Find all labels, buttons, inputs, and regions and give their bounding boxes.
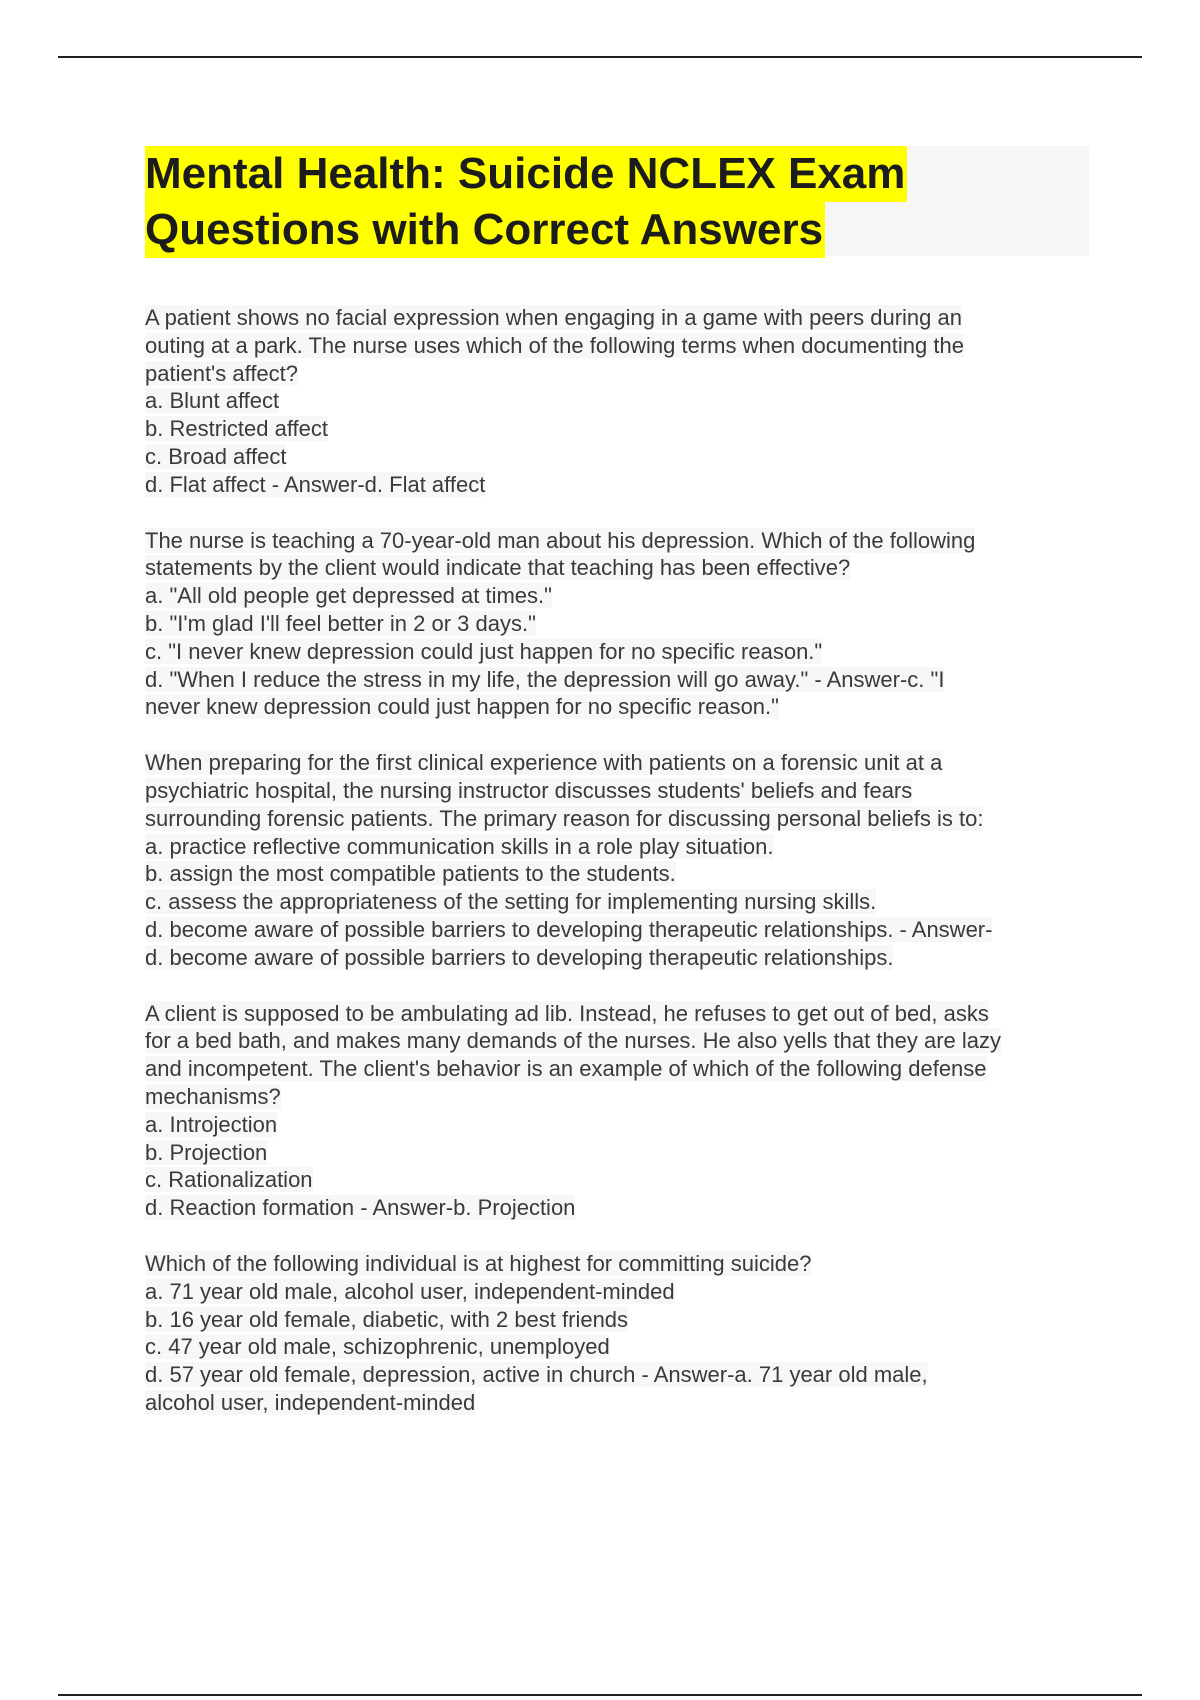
question-line-text: d. "When I reduce the stress in my life, the depression will go away." - Answer-c. "I — [145, 666, 945, 692]
question-line-text: b. 16 year old female, diabetic, with 2 best friends — [145, 1306, 629, 1332]
question-line — [145, 360, 1095, 388]
question-line-text: c. assess the appropriateness of the setting for implementing nursing skills. — [145, 889, 877, 915]
question-line-text: a. Introjection — [145, 1111, 278, 1137]
question-line-text: b. Projection — [145, 1139, 268, 1165]
question-line-text: alcohol user, independent-minded — [145, 1389, 476, 1415]
question-line — [145, 582, 1095, 610]
question-line — [145, 944, 1095, 972]
question-line-text: c. Broad affect — [145, 443, 287, 469]
question-line-text: d. 57 year old female, depression, active in church - Answer-a. 71 year old male, — [145, 1362, 928, 1388]
question-line — [145, 1027, 1095, 1055]
question-line — [145, 666, 1095, 694]
question-line — [145, 471, 1095, 499]
question-line-text: a. 71 year old male, alcohol user, independent-minded — [145, 1278, 675, 1304]
question-line-text: statements by the client would indicate that teaching has been effective? — [145, 555, 851, 581]
question-line — [145, 1055, 1095, 1083]
question-line-text: c. "I never knew depression could just happen for no specific reason." — [145, 638, 823, 664]
question-block — [145, 1250, 1095, 1417]
question-line-text: The nurse is teaching a 70-year-old man about his depression. Which of the following — [145, 527, 976, 553]
question-line — [145, 1333, 1095, 1361]
question-line — [145, 916, 1095, 944]
question-line — [145, 1361, 1095, 1389]
question-line-text: a. "All old people get depressed at times." — [145, 583, 552, 609]
question-text-line — [145, 749, 1095, 777]
question-line-text: b. assign the most compatible patients to the students. — [145, 861, 676, 887]
question-line-text: Which of the following individual is at highest for committing suicide? — [145, 1250, 812, 1276]
question-line — [145, 693, 1095, 721]
top-rule — [58, 56, 1142, 58]
question-line — [145, 860, 1095, 888]
question-line-text: outing at a park. The nurse uses which of the following terms when documenting the — [145, 332, 964, 358]
question-line-text: mechanisms? — [145, 1083, 281, 1109]
question-line-text: c. Rationalization — [145, 1167, 313, 1193]
question-line — [145, 833, 1095, 861]
question-line — [145, 1139, 1095, 1167]
question-block — [145, 304, 1095, 499]
question-text-line — [145, 527, 1095, 555]
question-line — [145, 332, 1095, 360]
question-line — [145, 1278, 1095, 1306]
question-line-text: psychiatric hospital, the nursing instructor discusses students' beliefs and fears — [145, 777, 913, 803]
question-line — [145, 415, 1095, 443]
question-line — [145, 805, 1095, 833]
question-list — [145, 304, 1095, 1445]
question-line — [145, 888, 1095, 916]
question-line-text: d. Reaction formation - Answer-b. Projection — [145, 1195, 576, 1221]
question-line-text: surrounding forensic patients. The primary reason for discussing personal beliefs is to: — [145, 805, 984, 831]
question-line-text: a. practice reflective communication skills in a role play situation. — [145, 833, 774, 859]
question-line-text: A patient shows no facial expression when engaging in a game with peers during an — [145, 305, 962, 330]
question-line-text: b. Restricted affect — [145, 416, 329, 442]
question-line — [145, 1389, 1095, 1417]
question-line-text: patient's affect? — [145, 360, 299, 386]
question-line-text: c. 47 year old male, schizophrenic, unemployed — [145, 1334, 610, 1360]
question-line — [145, 1194, 1095, 1222]
page-title-line-2: Questions with Correct Answers — [145, 202, 825, 258]
question-line-text: and incompetent. The client's behavior is an example of which of the following defense — [145, 1056, 987, 1082]
page-title-line-1: Mental Health: Suicide NCLEX Exam — [145, 146, 907, 202]
question-line-text: a. Blunt affect — [145, 388, 280, 414]
question-text-line — [145, 304, 1095, 332]
question-block — [145, 527, 1095, 722]
question-line — [145, 387, 1095, 415]
question-line — [145, 1111, 1095, 1139]
question-line-text: b. "I'm glad I'll feel better in 2 or 3 days." — [145, 610, 536, 636]
bottom-rule — [58, 1694, 1142, 1696]
question-line — [145, 1166, 1095, 1194]
question-block — [145, 1000, 1095, 1222]
question-text-line — [145, 1000, 1095, 1028]
question-line-text: d. Flat affect - Answer-d. Flat affect — [145, 471, 486, 497]
question-line — [145, 1083, 1095, 1111]
question-line-text: d. become aware of possible barriers to developing therapeutic relationships. - Answer- — [145, 916, 993, 942]
question-line — [145, 777, 1095, 805]
question-line — [145, 443, 1095, 471]
question-line-text: for a bed bath, and makes many demands of the nurses. He also yells that they are lazy — [145, 1028, 1002, 1054]
question-line — [145, 554, 1095, 582]
question-line-text: When preparing for the first clinical experience with patients on a forensic unit at a — [145, 750, 943, 776]
question-line-text: never knew depression could just happen for no specific reason." — [145, 694, 779, 720]
question-text-line — [145, 1250, 1095, 1278]
question-line — [145, 638, 1095, 666]
question-line-text: A client is supposed to be ambulating ad lib. Instead, he refuses to get out of bed, asks — [145, 1000, 989, 1026]
question-block — [145, 749, 1095, 971]
question-line — [145, 610, 1095, 638]
question-line — [145, 1306, 1095, 1334]
question-line-text: d. become aware of possible barriers to developing therapeutic relationships. — [145, 944, 894, 970]
